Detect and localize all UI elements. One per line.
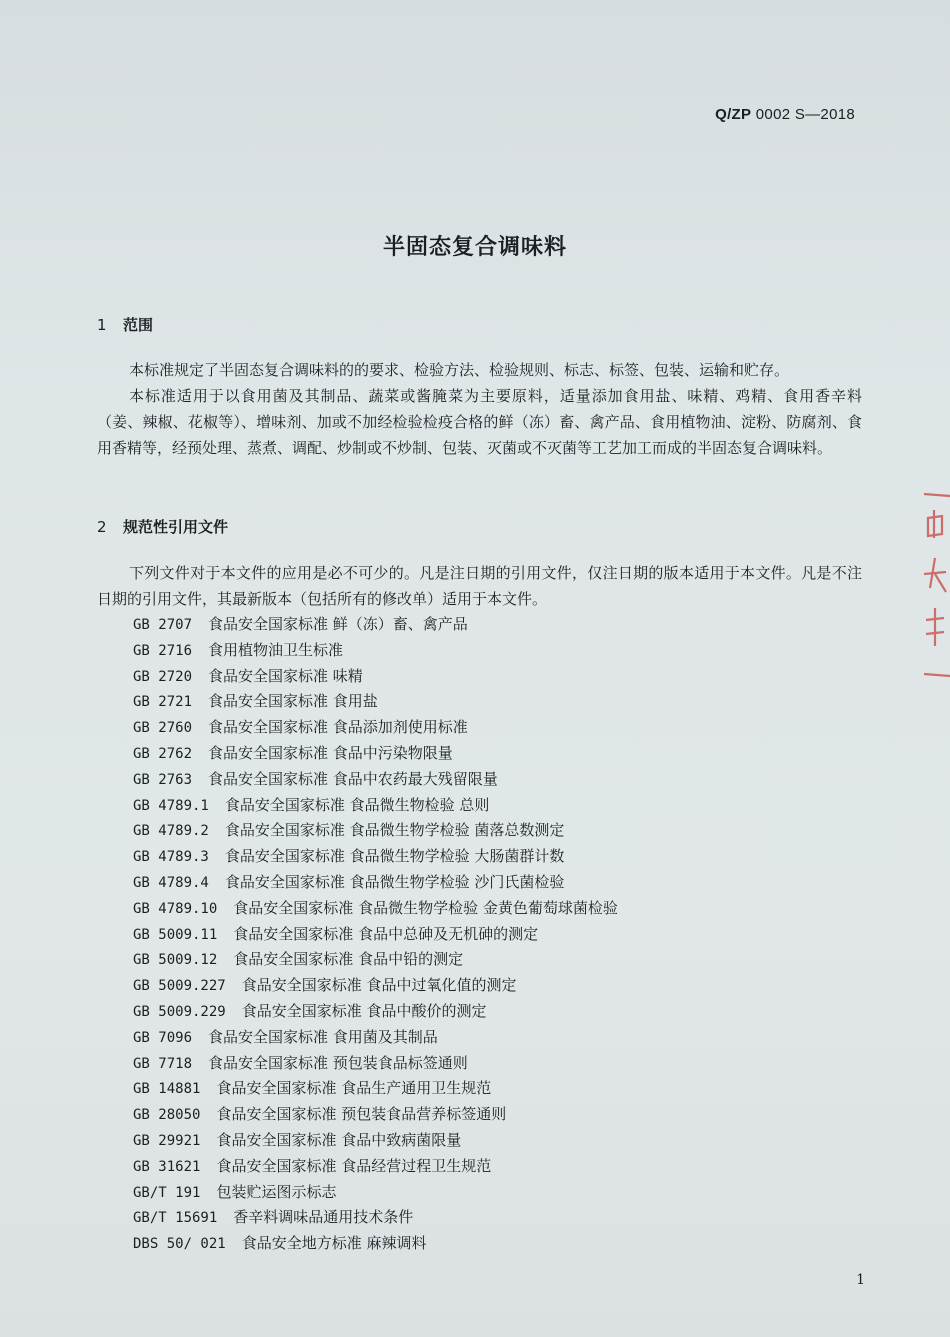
reference-code: GB 2721: [133, 694, 193, 711]
reference-item: [133, 638, 618, 664]
reference-title: 食品安全国家标准 食品中农药最大残留限量: [208, 769, 498, 788]
reference-item: [133, 1205, 618, 1231]
reference-item: [133, 664, 618, 690]
reference-item: [133, 1180, 618, 1206]
reference-code: GB 28050: [133, 1107, 201, 1124]
reference-item: [133, 1076, 618, 1102]
reference-code: GB 5009.11: [133, 926, 218, 943]
reference-item: [133, 922, 618, 948]
reference-code: GB 4789.4: [133, 874, 209, 891]
reference-item: [133, 767, 618, 793]
reference-title: 食品安全国家标准 预包装食品营养标签通则: [216, 1105, 507, 1124]
reference-title: 食品安全国家标准 食品微生物学检验 沙门氏菌检验: [224, 872, 565, 891]
reference-item: [133, 1025, 618, 1051]
reference-item: [133, 1128, 618, 1154]
reference-list: [133, 612, 618, 1257]
reference-code: GB/T 191: [133, 1184, 201, 1201]
scope-paragraph: 本标准规定了半固态复合调味料的的要求、检验方法、检验规则、标志、标签、包装、运输和贮存。: [129, 361, 790, 379]
reference-code: GB 2720: [133, 668, 193, 685]
reference-item: [133, 1154, 618, 1180]
reference-item: [133, 741, 618, 767]
reference-title: 食品安全国家标准 食品微生物检验 总则: [224, 795, 490, 814]
section-title: 规范性引用文件: [123, 518, 229, 536]
red-seal-stamp: [920, 488, 950, 683]
reference-title: 食品安全国家标准 食用菌及其制品: [208, 1027, 438, 1046]
reference-code: GB 4789.10: [133, 900, 218, 917]
reference-item: [133, 999, 618, 1025]
reference-title: 食品安全国家标准 食品微生物学检验 大肠菌群计数: [224, 847, 565, 866]
reference-code: GB 7096: [133, 1029, 193, 1046]
reference-title: 食品安全国家标准 食品中铅的测定: [233, 950, 464, 969]
reference-title: 食品安全国家标准 预包装食品标签通则: [208, 1053, 468, 1072]
reference-item: [133, 1231, 618, 1257]
reference-title: 食品安全国家标准 食品微生物学检验 金黄色葡萄球菌检验: [233, 898, 618, 917]
section-number: 1: [97, 316, 107, 334]
reference-code: GB 4789.1: [133, 797, 209, 814]
references-intro: [97, 560, 862, 612]
reference-item: [133, 844, 618, 870]
reference-title: 食品安全国家标准 食品微生物学检验 菌落总数测定: [224, 821, 565, 840]
reference-code: GB 2763: [133, 771, 193, 788]
reference-title: 食品安全国家标准 食品添加剂使用标准: [208, 718, 468, 737]
reference-code: GB 5009.227: [133, 978, 226, 995]
document-title: 半固态复合调味料: [382, 235, 567, 260]
reference-title: 食品安全国家标准 食品中总砷及无机砷的测定: [233, 924, 539, 943]
reference-item: [133, 1102, 618, 1128]
reference-item: [133, 947, 618, 973]
section-heading-normative-references: [97, 516, 228, 537]
reference-title: 食品安全国家标准 食品生产通用卫生规范: [216, 1079, 492, 1098]
reference-title: 食品安全国家标准 食品中酸价的测定: [241, 1001, 487, 1020]
reference-item: [133, 689, 618, 715]
reference-title: 食用植物油卫生标准: [208, 640, 344, 659]
section-title: 范围: [123, 316, 154, 334]
reference-code: GB 5009.229: [133, 1003, 226, 1020]
page-number: 1: [856, 1272, 865, 1288]
document-code-prefix: Q/ZP: [715, 106, 752, 123]
reference-code: GB 2762: [133, 745, 193, 762]
reference-title: 食品安全国家标准 食品中过氧化值的测定: [241, 976, 517, 995]
section-number: 2: [97, 518, 107, 536]
reference-title: 食品安全国家标准 食品经营过程卫生规范: [216, 1156, 492, 1175]
document-code-number: 0002 S—2018: [751, 106, 855, 123]
reference-title: 包装贮运图示标志: [216, 1182, 337, 1201]
reference-item: [133, 973, 618, 999]
reference-title: 食品安全国家标准 食品中致病菌限量: [216, 1130, 462, 1149]
reference-title: 食品安全国家标准 食品中污染物限量: [208, 743, 453, 762]
reference-item: [133, 870, 618, 896]
reference-code: GB 2707: [133, 617, 193, 633]
reference-item: [133, 715, 618, 741]
reference-title: 食品安全国家标准 味精: [208, 666, 363, 685]
reference-code: GB 29921: [133, 1132, 201, 1149]
reference-title: 食品安全国家标准 食用盐: [208, 692, 378, 711]
reference-item: [133, 1051, 618, 1077]
references-intro-paragraph: 下列文件对于本文件的应用是必不可少的。凡是注日期的引用文件，仅注日期的版本适用于本文件。凡是不注日期的引用文件，其最新版本（包括所有的修改单）适用于本文件。: [97, 564, 862, 608]
reference-item: [133, 896, 618, 922]
scope-paragraph: 本标准适用于以食用菌及其制品、蔬菜或酱腌菜为主要原料，适量添加食用盐、味精、鸡精、食用香辛料（姜、辣椒、花椒等）、增味剂、加或不加经检验检疫合格的鲜（冻）畜、禽产品、食用植物油、淀粉、防腐剂、食用香精等，经预处理、蒸煮、调配、炒制或不炒制、包装、灭菌或不灭菌等工艺加工而成的半固态复合调味料。: [97, 387, 862, 457]
reference-code: GB 7718: [133, 1055, 193, 1072]
reference-code: GB 2760: [133, 720, 193, 737]
reference-code: GB 14881: [133, 1081, 201, 1098]
reference-code: GB 4789.3: [133, 849, 209, 866]
reference-title: 食品安全国家标准 鲜（冻）畜、禽产品: [208, 615, 468, 633]
reference-title: 香辛料调味品通用技术条件: [233, 1208, 414, 1227]
section-heading-scope: [97, 314, 153, 335]
reference-code: GB 2716: [133, 642, 193, 659]
reference-item: [133, 793, 618, 819]
reference-item: [133, 612, 618, 638]
document-code: [715, 106, 855, 123]
scope-body: [97, 357, 862, 461]
reference-code: DBS 50/ 021: [133, 1236, 226, 1253]
reference-code: GB 5009.12: [133, 952, 218, 969]
reference-title: 食品安全地方标准 麻辣调料: [241, 1234, 427, 1253]
reference-code: GB 31621: [133, 1158, 201, 1175]
reference-code: GB 4789.2: [133, 823, 209, 840]
reference-code: GB/T 15691: [133, 1210, 218, 1227]
reference-item: [133, 818, 618, 844]
